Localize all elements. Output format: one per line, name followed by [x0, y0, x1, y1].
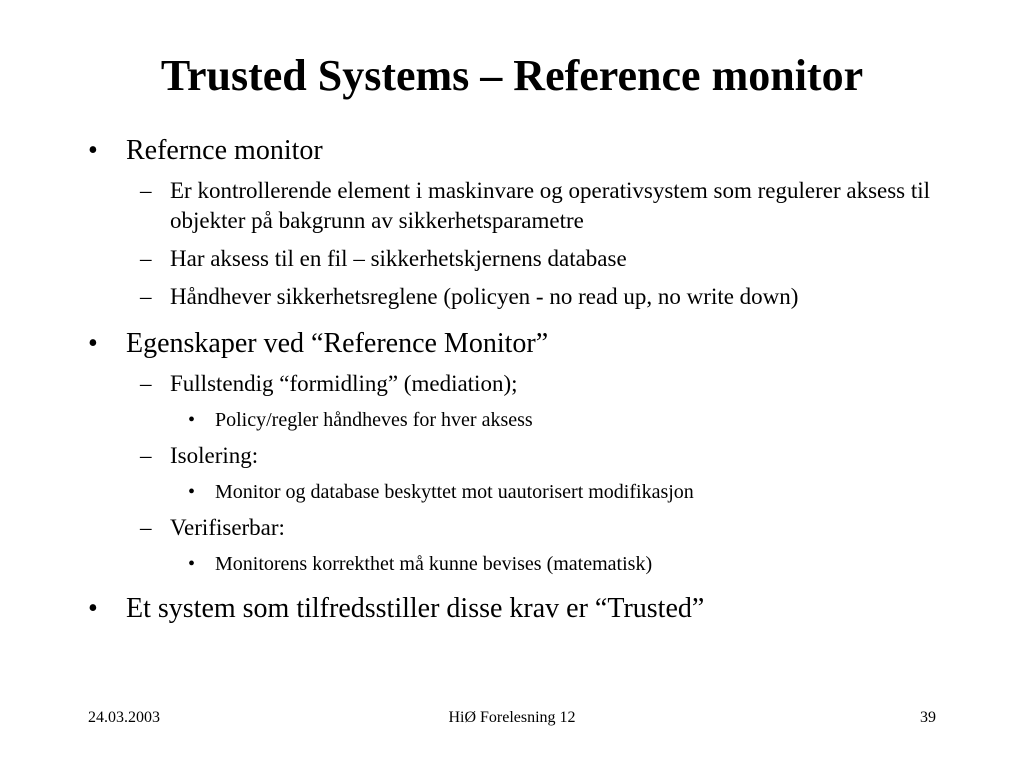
bullet-item — [88, 134, 948, 168]
slide-body — [88, 134, 948, 626]
sub-sub-bullet-item — [188, 407, 948, 433]
sub-sub-bullet-text: Policy/regler håndheves for hver aksess — [215, 409, 533, 431]
sub-bullet-text: Verifiserbar: — [170, 515, 285, 540]
bullet-text: Refernce monitor — [126, 135, 323, 166]
slide-title: Trusted Systems – Reference monitor — [160, 51, 864, 100]
sub-bullet-item — [140, 176, 948, 236]
sub-bullet-item — [140, 244, 948, 274]
bullet-text: Et system som tilfredsstiller disse krav er “Trusted” — [126, 593, 705, 624]
sub-bullet-item — [140, 369, 948, 399]
sub-bullet-item — [140, 513, 948, 543]
footer-date: 24.03.2003 — [88, 709, 160, 726]
bullet-text: Egenskaper ved “Reference Monitor” — [126, 328, 549, 359]
sub-sub-bullet-text: Monitor og database beskyttet mot uautorisert modifikasjon — [215, 481, 694, 503]
dash-marker: – — [140, 284, 152, 309]
bullet-marker: • — [88, 135, 98, 166]
dash-marker: – — [140, 246, 152, 271]
bullet-marker: • — [88, 593, 98, 624]
bullet-item — [88, 592, 948, 626]
bullet-marker: • — [88, 328, 98, 359]
sub-bullet-text: Fullstendig “formidling” (mediation); — [170, 371, 518, 396]
sub-sub-bullet-item — [188, 479, 948, 505]
sub-bullet-text: Har aksess til en fil – sikkerhetskjernens database — [170, 246, 627, 271]
small-bullet-marker: • — [188, 553, 196, 575]
footer-title: HiØ Forelesning 12 — [448, 709, 576, 726]
dash-marker: – — [140, 178, 152, 203]
sub-sub-bullet-item — [188, 551, 948, 577]
dash-marker: – — [140, 371, 152, 396]
sub-bullet-text: Er kontrollerende element i maskinvare og operativsystem som regulerer aksess til objekter på bakgrunn av sikkerhetsparametre — [170, 178, 931, 233]
sub-sub-bullet-text: Monitorens korrekthet må kunne bevises (matematisk) — [215, 553, 653, 575]
small-bullet-marker: • — [188, 481, 196, 503]
sub-bullet-text: Isolering: — [170, 443, 259, 468]
small-bullet-marker: • — [188, 409, 196, 431]
sub-bullet-item — [140, 282, 948, 312]
dash-marker: – — [140, 515, 152, 540]
dash-marker: – — [140, 443, 152, 468]
bullet-item — [88, 327, 948, 361]
page-number: 39 — [920, 709, 936, 726]
sub-bullet-text: Håndhever sikkerhetsreglene (policyen - no read up, no write down) — [170, 284, 799, 309]
sub-bullet-item — [140, 441, 948, 471]
